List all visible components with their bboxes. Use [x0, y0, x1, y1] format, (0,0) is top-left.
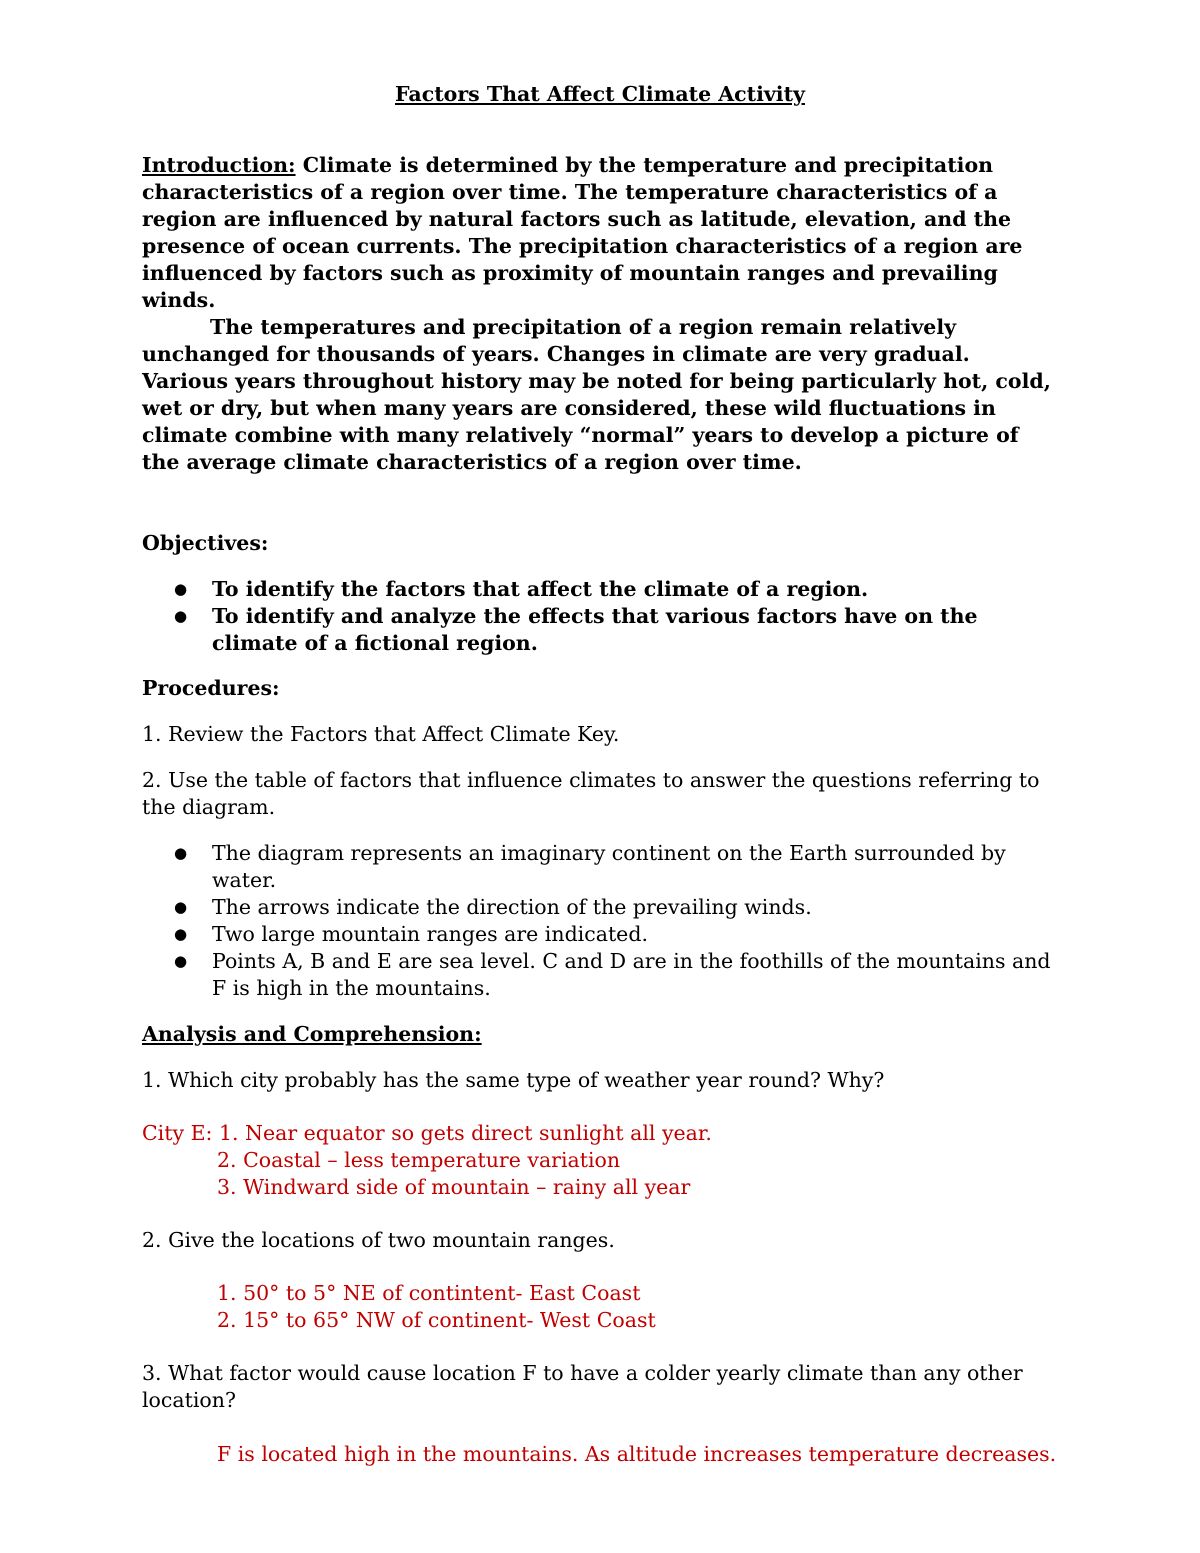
procedure-step-2: 2. Use the table of factors that influence climates to answer the questions referring to the diagram.: [142, 768, 1040, 819]
procedure-bullet: ● The arrows indicate the direction of the prevailing winds.: [142, 894, 1062, 921]
answer-1-line-1: City E: 1. Near equator so gets direct sunlight all year.: [142, 1121, 712, 1145]
procedure-bullet: ● Points A, B and E are sea level. C and D are in the foothills of the mountains and F is high in the mountains.: [142, 948, 1062, 1002]
intro-paragraph-2: The temperatures and precipitation of a region remain relatively unchanged for thousands of years. Changes in climate are very gradual. Various years throughout history may be noted for being particularly hot, cold, wet or dry, but when many years are considered, these wild fluctuations in climate combine with many relatively “normal” years to develop a picture of the average climate characteristics of a region over time.: [142, 315, 1051, 474]
introduction-section: [142, 152, 1062, 476]
objective-item: ● To identify the factors that affect the climate of a region.: [142, 576, 1062, 603]
answer-1-line-3: 3. Windward side of mountain – rainy all year: [217, 1175, 691, 1199]
procedures-heading: Procedures:: [142, 676, 280, 700]
document-title: Factors That Affect Climate Activity: [395, 82, 805, 106]
question-1: 1. Which city probably has the same type of weather year round? Why?: [142, 1068, 885, 1092]
objectives-list: [142, 576, 1062, 657]
answer-1-line-2: 2. Coastal – less temperature variation: [217, 1148, 621, 1172]
intro-paragraph-1: [142, 152, 1062, 314]
procedures-bullet-list: [142, 840, 1062, 1002]
analysis-heading: Analysis and Comprehension:: [142, 1022, 482, 1046]
procedure-bullet: ● The diagram represents an imaginary continent on the Earth surrounded by water.: [142, 840, 1062, 894]
question-3: 3. What factor would cause location F to have a colder yearly climate than any other location?: [142, 1361, 1023, 1412]
intro-text-1: Climate is determined by the temperature and precipitation characteristics of a region over time. The temperature characteristics of a region are influenced by natural factors such as latitude, elevation, and the presence of ocean currents. The precipitation characteristics of a region are influenced by factors such as proximity of mountain ranges and prevailing winds.: [142, 153, 1023, 312]
question-2: 2. Give the locations of two mountain ranges.: [142, 1228, 615, 1252]
procedure-bullet: ● Two large mountain ranges are indicated.: [142, 921, 1062, 948]
intro-label: Introduction:: [142, 153, 296, 177]
answer-2-line-2: 2. 15° to 65° NW of continent- West Coast: [217, 1308, 656, 1332]
answer-3: F is located high in the mountains. As altitude increases temperature decreases.: [217, 1442, 1057, 1466]
objectives-heading: Objectives:: [142, 531, 269, 555]
procedure-step-1: 1. Review the Factors that Affect Climate Key.: [142, 722, 620, 746]
answer-2-line-1: 1. 50° to 5° NE of contintent- East Coast: [217, 1281, 641, 1305]
objective-item: ● To identify and analyze the effects that various factors have on the climate of a fictional region.: [142, 603, 1062, 657]
